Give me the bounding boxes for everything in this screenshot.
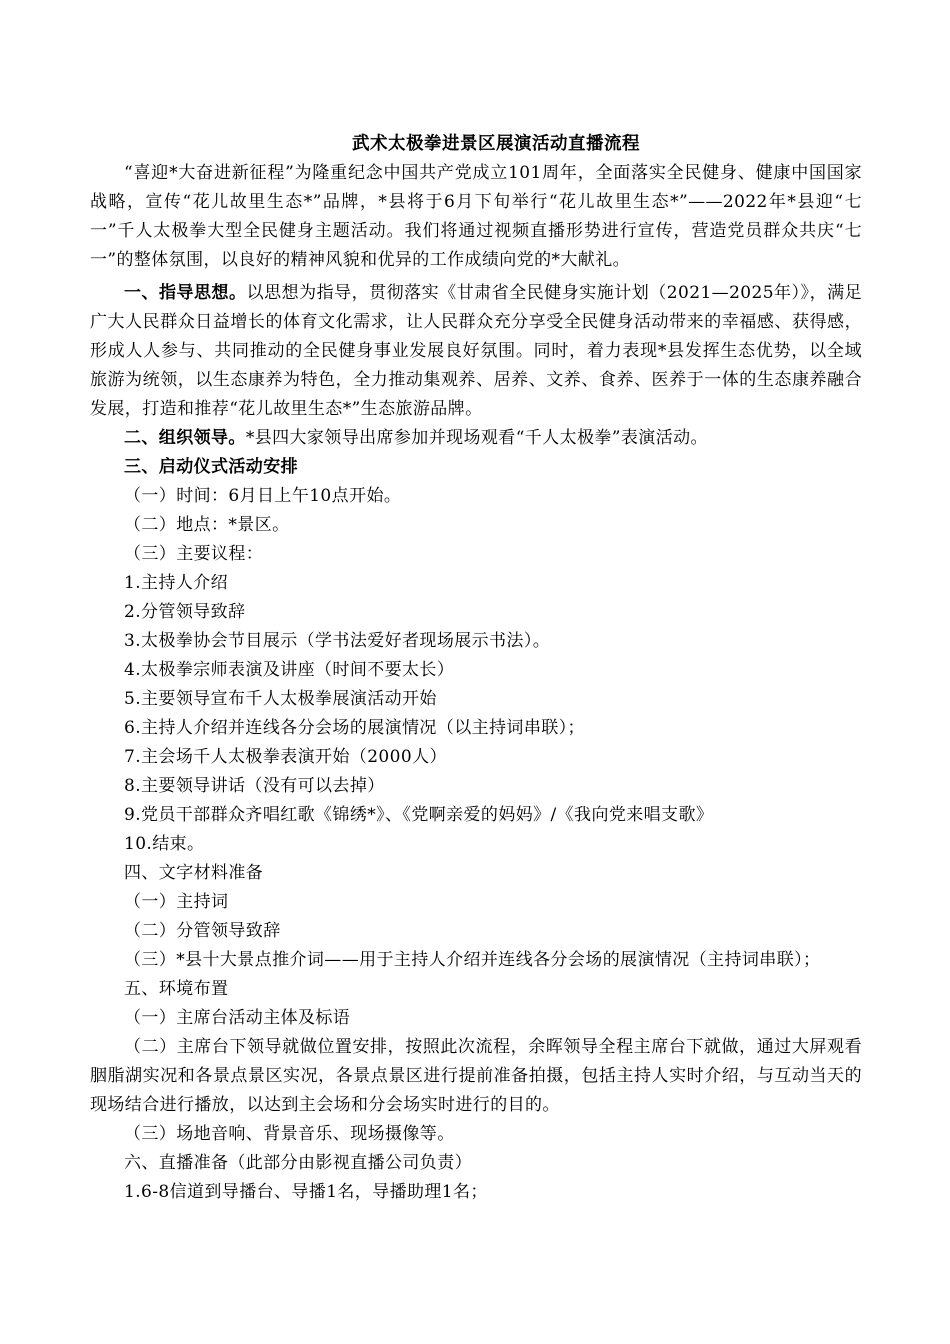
list-item: 6.主持人介绍并连线各分会场的展演情况（以主持词串联）； <box>124 718 585 738</box>
section-heading: 六、直播准备（此部分由影视直播公司负责） <box>124 1153 472 1173</box>
list-item: 5.主要领导宣布千人太极拳展演活动开始 <box>124 689 437 709</box>
section-guiding-ideology <box>90 279 862 424</box>
list-item: （一）主席台活动主体及标语 <box>124 1008 351 1028</box>
list-item: （三）主要议程： <box>124 544 264 564</box>
section-heading: 一、指导思想。 <box>124 283 247 303</box>
document-title: 武术太极拳进景区展演活动直播流程 <box>352 134 640 154</box>
list-item: 8.主要领导讲话（没有可以去掉） <box>124 776 385 796</box>
section-heading: 五、环境布置 <box>124 979 229 999</box>
list-item: 9.党员干部群众齐唱红歌《锦绣*》、《党啊亲爱的妈妈》/《我向党来唱支歌》 <box>124 805 714 825</box>
list-item: （一）时间：6月日上午10点开始。 <box>124 486 402 506</box>
section-heading: 二、组织领导。 <box>124 428 246 448</box>
document-body <box>90 130 862 1207</box>
list-item: 10.结束。 <box>124 834 205 854</box>
list-item: 4.太极拳宗师表演及讲座（时间不要太长） <box>124 660 455 680</box>
list-item: （三）场地音响、背景音乐、现场摄像等。 <box>124 1124 455 1144</box>
list-item: 1.主持人介绍 <box>124 573 229 593</box>
list-item: （一）主持词 <box>124 892 229 912</box>
list-item: 7.主会场千人太极拳表演开始（2000人） <box>124 747 447 767</box>
list-item: （二）分管领导致辞 <box>124 921 281 941</box>
intro-paragraph: “喜迎*大奋进新征程”为隆重纪念中国共产党成立101周年，全面落实全民健身、健康中国国家战略，宣传“花儿故里生态*”品牌，*县将于6月下旬举行“花儿故里生态*”——2022年*县迎“七一”千人太极拳大型全民健身主题活动。我们将通过视频直播形势进行宣传，营造党员群众共庆“七一”的整体氛围，以良好的精神风貌和优异的工作成绩向党的*大献礼。 <box>90 163 862 270</box>
section-body: *县四大家领导出席参加并现场观看“千人太极拳”表演活动。 <box>245 428 708 448</box>
list-item: （三）*县十大景点推介词——用于主持人介绍并连线各分会场的展演情况（主持词串联）； <box>124 950 821 970</box>
list-item: （二）主席台下领导就做位置安排，按照此次流程，余晖领导全程主席台下就做，通过大屏观看胭脂湖实况和各景点景区实况，各景点景区进行提前准备拍摄，包括主持人实时介绍，与互动当天的现场结合进行播放，以达到主会场和分会场实时进行的目的。 <box>90 1037 862 1115</box>
section-body: 以思想为指导，贯彻落实《甘肃省全民健身实施计划（2021—2025年）》，满足广大人民群众日益增长的体育文化需求，让人民群众充分享受全民健身活动带来的幸福感、获得感，形成人人参与、共同推动的全民健身事业发展良好氛围。同时，着力表现*县发挥生态优势，以全域旅游为统领，以生态康养为特色，全力推动集观养、居养、文养、食养、医养于一体的生态康养融合发展，打造和推荐“花儿故里生态*”生态旅游品牌。 <box>90 283 862 419</box>
section-heading: 三、启动仪式活动安排 <box>124 457 298 477</box>
list-item: 2.分管领导致辞 <box>124 602 246 622</box>
section-heading: 四、文字材料准备 <box>124 863 264 883</box>
list-item: 3.太极拳协会节目展示（学书法爱好者现场展示书法）。 <box>124 631 551 651</box>
section-organization <box>90 424 862 453</box>
list-item: 1.6-8信道到导播台、导播1名，导播助理1名； <box>124 1182 488 1202</box>
list-item: （二）地点：*景区。 <box>124 515 290 535</box>
